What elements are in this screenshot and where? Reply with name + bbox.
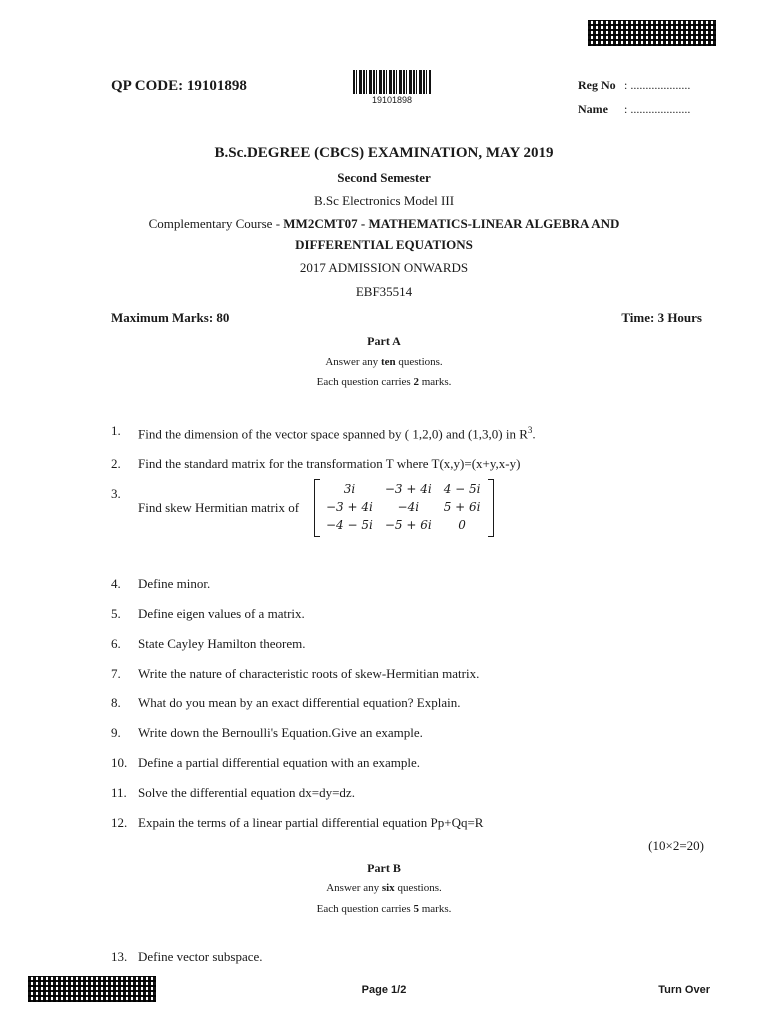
question-9-number: 9. — [111, 725, 121, 740]
matrix-cell: 0 — [458, 518, 466, 532]
part-b-instr1-pre: Answer any — [326, 882, 382, 894]
max-marks: Maximum Marks: 80 — [111, 310, 230, 325]
question-8-text: What do you mean by an exact differential equation? Explain. — [138, 695, 461, 710]
question-12-number: 12. — [111, 815, 128, 830]
question-4-number: 4. — [111, 576, 121, 591]
footer-barcode — [28, 976, 156, 1002]
part-b-instr1-post: questions. — [394, 882, 442, 894]
reg-no-label: Reg No — [578, 78, 616, 92]
programme: B.Sc Electronics Model III — [313, 193, 455, 208]
part-a-title: Part A — [367, 334, 401, 348]
matrix-cell: 5 + 6i — [443, 500, 481, 514]
part-b-instr2-pre: Each question carries — [316, 903, 414, 915]
course-code-title: MM2CMT07 - MATHEMATICS-LINEAR ALGEBRA AND — [283, 216, 620, 231]
matrix-row — [320, 516, 487, 534]
exam-title: B.Sc.DEGREE (CBCS) EXAMINATION, MAY 2019 — [214, 145, 554, 161]
question-3-matrix — [314, 479, 494, 537]
qp-code: QP CODE: 19101898 — [111, 78, 247, 94]
exam-code: EBF35514 — [355, 284, 413, 299]
part-b-instr2-bold: 5 — [413, 903, 419, 915]
question-10-number: 10. — [111, 755, 128, 770]
question-2-text: Find the standard matrix for the transformation T where T(x,y)=(x+y,x-y) — [138, 456, 521, 471]
question-3-text: Find skew Hermitian matrix of — [138, 500, 300, 515]
part-a-instr2-bold: 2 — [413, 376, 419, 388]
question-1-body: Find the dimension of the vector space spanned by ( 1,2,0) and (1,3,0) in R — [138, 426, 528, 442]
question-9-text: Write down the Bernoulli's Equation.Give an example. — [138, 725, 423, 740]
question-6-number: 6. — [111, 636, 121, 651]
part-a-marks-total: (10×2=20) — [648, 838, 704, 853]
admission: 2017 ADMISSION ONWARDS — [299, 260, 469, 275]
matrix-cell: −3 + 4i — [326, 500, 373, 514]
question-6-text: State Cayley Hamilton theorem. — [138, 636, 306, 651]
semester: Second Semester — [337, 170, 431, 185]
question-13-text: Define vector subspace. — [138, 949, 263, 964]
part-a-instr2-pre: Each question carries — [316, 376, 414, 388]
time: Time: 3 Hours — [621, 310, 702, 325]
question-5-number: 5. — [111, 606, 121, 621]
matrix-cell: −3 + 4i — [384, 482, 432, 496]
course-line2: DIFFERENTIAL EQUATIONS — [295, 237, 473, 252]
question-5-text: Define eigen values of a matrix. — [138, 606, 305, 621]
question-11-number: 11. — [111, 785, 127, 800]
part-b-instr1-bold: six — [381, 882, 395, 894]
question-1-end: . — [532, 426, 536, 442]
question-1-superscript: 3 — [527, 425, 533, 435]
matrix-cell: −4i — [397, 500, 420, 514]
question-1-number: 1. — [111, 423, 121, 438]
part-b-title: Part B — [367, 861, 401, 875]
question-11-text: Solve the differential equation dx=dy=dz. — [138, 785, 355, 800]
question-2-number: 2. — [111, 456, 121, 471]
question-12-text: Expain the terms of a linear partial differential equation Pp+Qq=R — [138, 815, 484, 830]
part-a-instr1-pre: Answer any — [325, 356, 381, 368]
question-4-text: Define minor. — [138, 576, 211, 591]
question-8-number: 8. — [111, 695, 121, 710]
turn-over: Turn Over — [658, 984, 710, 996]
matrix-cell: −4 − 5i — [326, 518, 373, 532]
name-value: : .................... — [624, 102, 691, 116]
matrix-table — [320, 480, 487, 534]
matrix-cell: 4 − 5i — [443, 482, 481, 496]
question-7-text: Write the nature of characteristic roots of skew-Hermitian matrix. — [138, 666, 480, 681]
course-line1 — [0, 216, 768, 232]
question-3-number: 3. — [111, 486, 121, 501]
page-number: Page 1/2 — [361, 984, 407, 996]
matrix-right-bracket — [488, 479, 494, 537]
matrix-cell: 3i — [343, 482, 356, 496]
part-b-instruction-1 — [0, 882, 768, 894]
header-barcode-number: 19101898 — [371, 95, 413, 105]
part-a-instr2-post: marks. — [418, 376, 452, 388]
matrix-cell: −5 + 6i — [384, 518, 432, 532]
part-b-instruction-2 — [0, 903, 768, 915]
part-a-instr1-bold: ten — [380, 356, 396, 368]
part-a-instruction-2 — [0, 376, 768, 388]
part-a-instr1-post: questions. — [395, 356, 443, 368]
matrix-row — [320, 498, 487, 516]
reg-no-value: : .................... — [624, 78, 691, 92]
question-7-number: 7. — [111, 666, 121, 681]
part-b-instr2-post: marks. — [418, 903, 452, 915]
top-right-barcode — [588, 20, 716, 46]
question-13-number: 13. — [111, 949, 128, 964]
part-a-instruction-1 — [0, 356, 768, 368]
header-barcode — [353, 70, 431, 94]
question-10-text: Define a partial differential equation with an example. — [138, 755, 421, 770]
question-1-text — [138, 425, 536, 442]
course-prefix: Complementary Course - — [148, 216, 284, 231]
name-label: Name — [578, 102, 608, 116]
matrix-row — [320, 480, 487, 498]
